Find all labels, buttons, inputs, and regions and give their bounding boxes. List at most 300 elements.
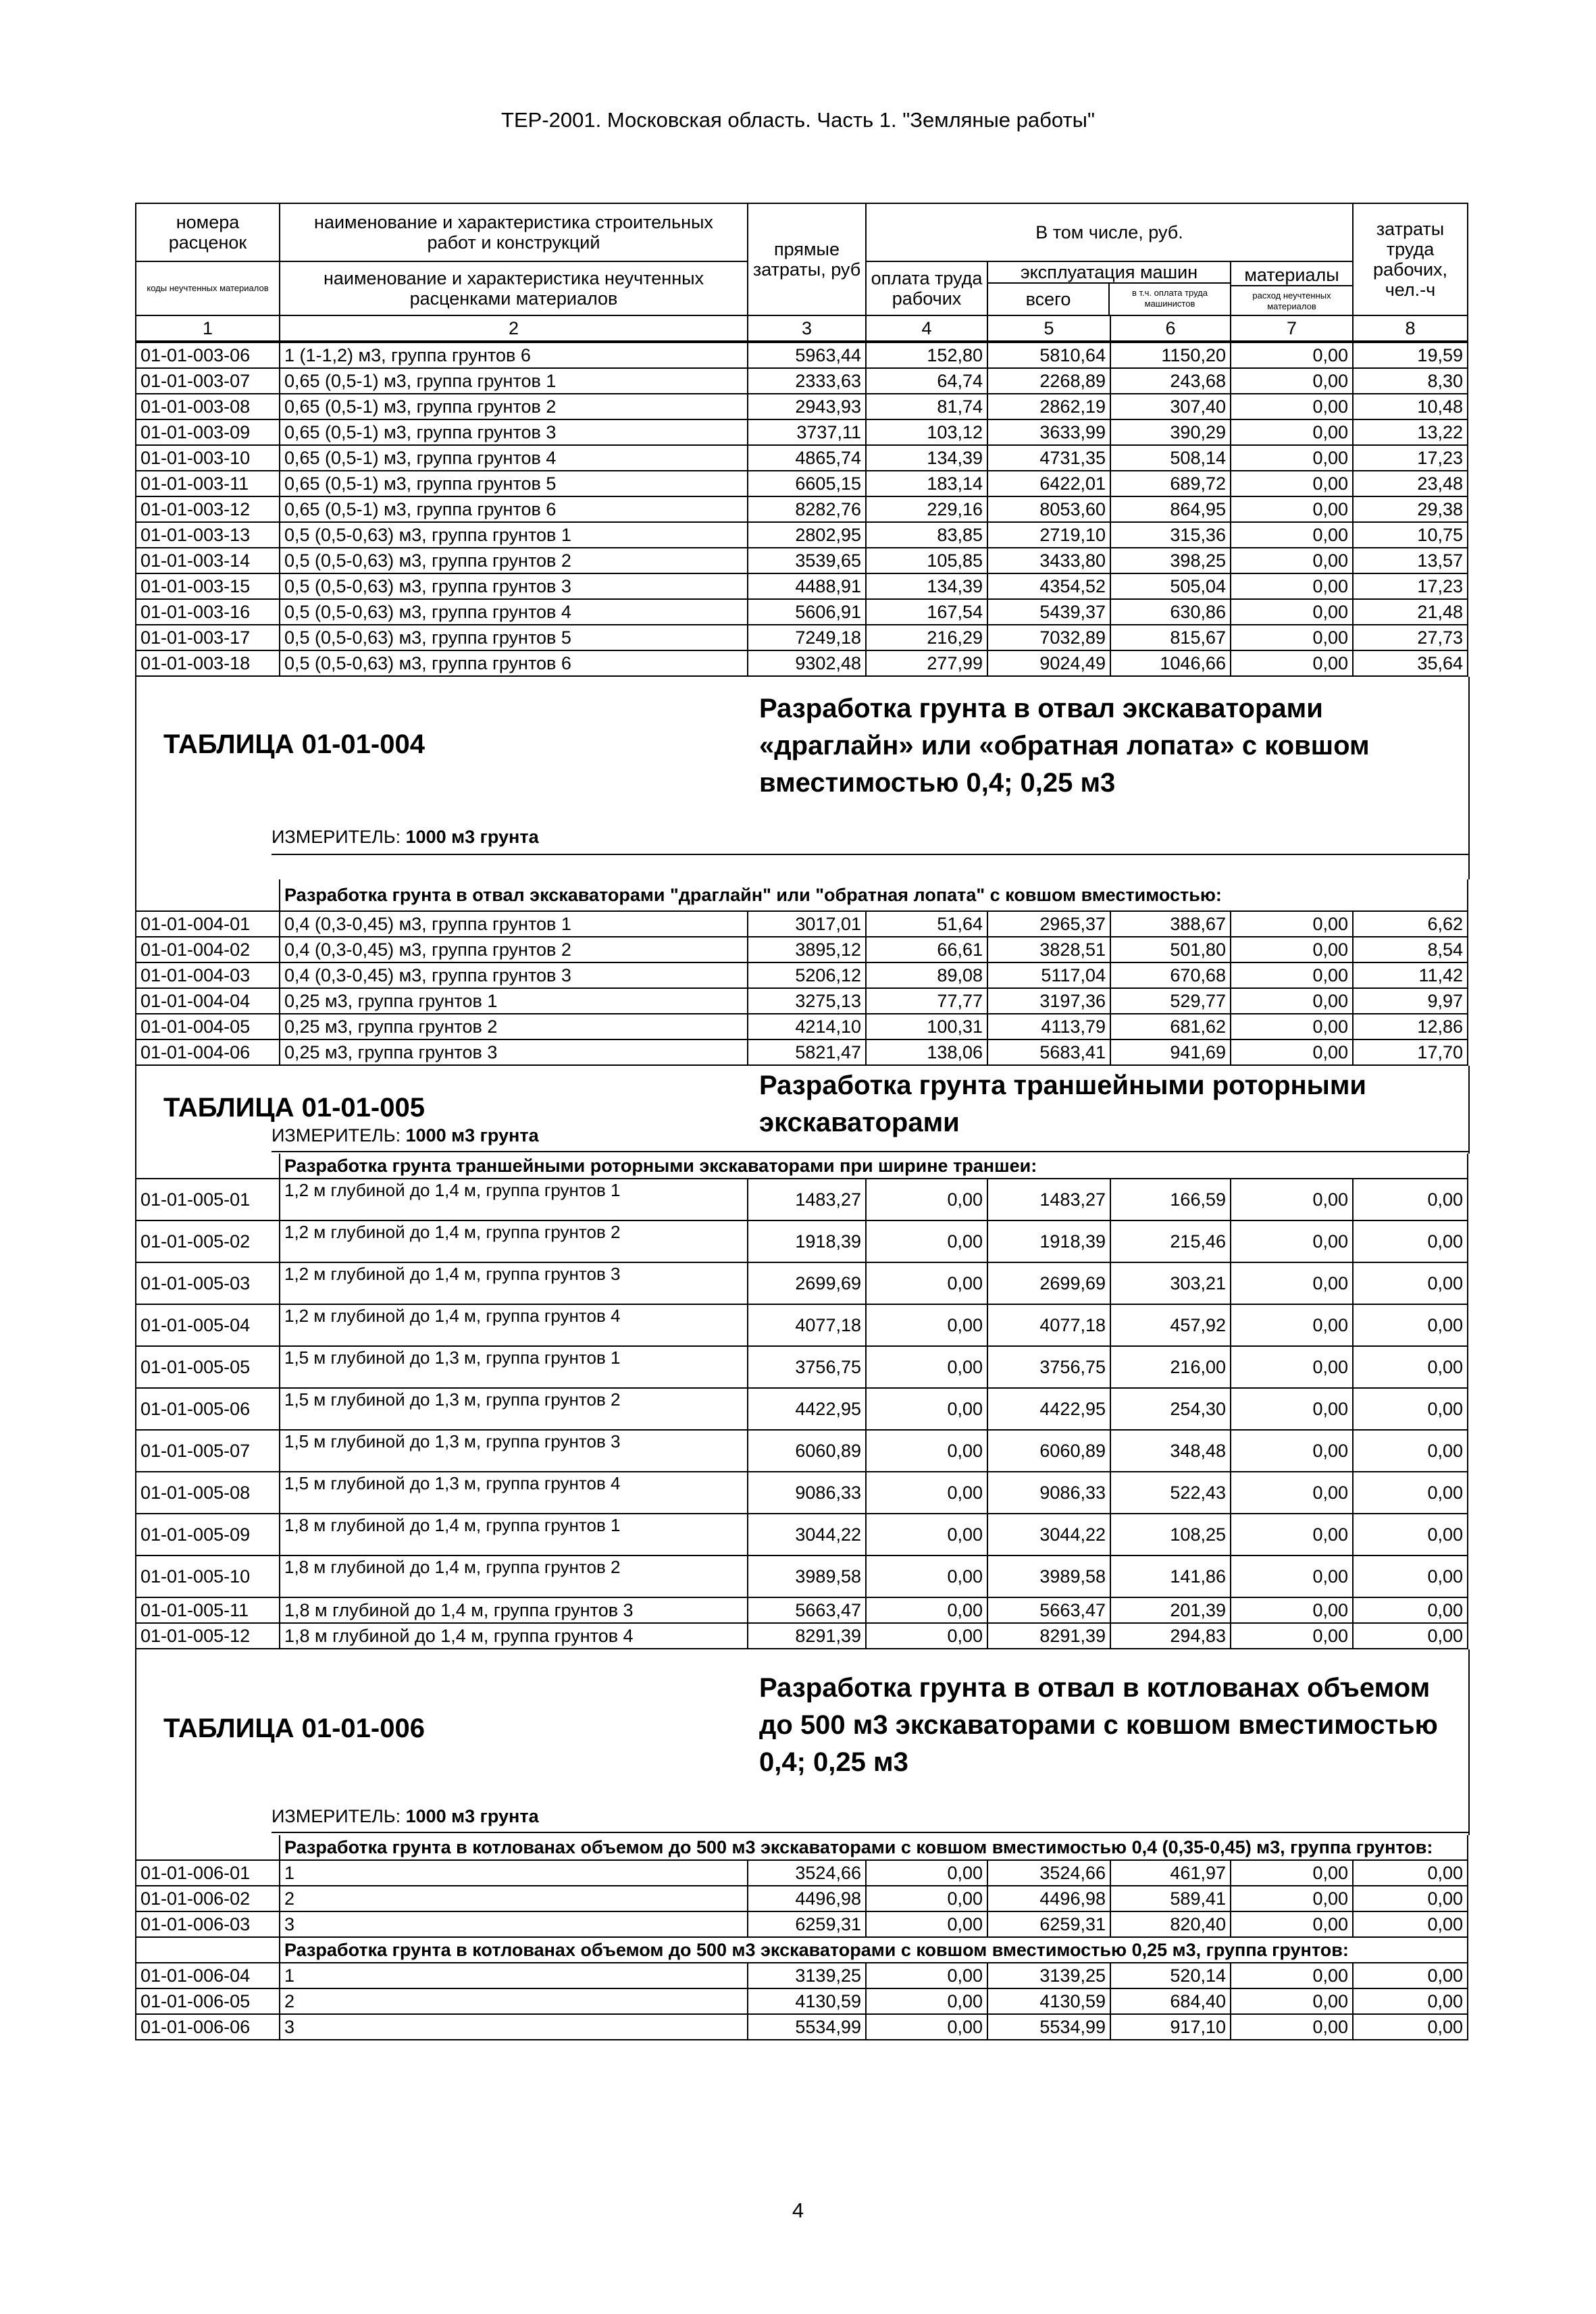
work-description: 0,65 (0,5-1) м3, группа грунтов 3 bbox=[280, 419, 748, 445]
value-cell: 689,72 bbox=[1110, 471, 1231, 496]
value-cell: 6259,31 bbox=[748, 1911, 866, 1937]
value-cell: 0,00 bbox=[1231, 1860, 1353, 1886]
rate-code: 01-01-003-14 bbox=[136, 548, 280, 573]
value-cell: 0,00 bbox=[1353, 1220, 1468, 1262]
work-description: 1,5 м глубиной до 1,3 м, группа грунтов 1 bbox=[280, 1346, 748, 1388]
value-cell: 216,00 bbox=[1110, 1346, 1231, 1388]
value-cell: 81,74 bbox=[866, 394, 987, 419]
value-cell: 4214,10 bbox=[748, 1014, 866, 1039]
table-title: Разработка грунта траншейными роторными экскаваторами bbox=[759, 1071, 1367, 1137]
value-cell: 0,00 bbox=[866, 2014, 987, 2040]
value-cell: 21,48 bbox=[1353, 599, 1468, 625]
rate-code: 01-01-004-04 bbox=[136, 988, 280, 1014]
value-cell: 0,00 bbox=[1353, 1346, 1468, 1388]
value-cell: 5534,99 bbox=[748, 2014, 866, 2040]
value-cell: 1046,66 bbox=[1110, 650, 1231, 676]
column-header bbox=[135, 203, 1468, 342]
value-cell: 0,00 bbox=[866, 1886, 987, 1911]
value-cell: 3633,99 bbox=[987, 419, 1110, 445]
value-cell: 138,06 bbox=[866, 1039, 987, 1065]
table-row bbox=[136, 1346, 1468, 1388]
value-cell: 183,14 bbox=[866, 471, 987, 496]
value-cell: 520,14 bbox=[1110, 1963, 1231, 1988]
rate-code: 01-01-004-02 bbox=[136, 937, 280, 962]
column-index: 8 bbox=[1353, 315, 1468, 341]
value-cell: 0,00 bbox=[1231, 1555, 1353, 1597]
value-cell: 2802,95 bbox=[748, 522, 866, 548]
value-cell: 0,00 bbox=[1353, 1514, 1468, 1555]
value-cell: 0,00 bbox=[1353, 1179, 1468, 1220]
value-cell: 77,77 bbox=[866, 988, 987, 1014]
table-row bbox=[136, 1514, 1468, 1555]
rate-code: 01-01-005-02 bbox=[136, 1220, 280, 1262]
value-cell: 3044,22 bbox=[987, 1514, 1110, 1555]
value-cell: 5534,99 bbox=[987, 2014, 1110, 2040]
work-description: 0,5 (0,5-0,63) м3, группа грунтов 5 bbox=[280, 625, 748, 650]
value-cell: 398,25 bbox=[1110, 548, 1231, 573]
value-cell: 8,30 bbox=[1353, 368, 1468, 394]
value-cell: 134,39 bbox=[866, 445, 987, 471]
rate-code: 01-01-005-07 bbox=[136, 1430, 280, 1472]
value-cell: 0,00 bbox=[1353, 1304, 1468, 1346]
work-description: 0,5 (0,5-0,63) м3, группа грунтов 1 bbox=[280, 522, 748, 548]
value-cell: 64,74 bbox=[866, 368, 987, 394]
price-sheet bbox=[135, 203, 1467, 2040]
section-01-01-004 bbox=[135, 677, 1470, 879]
rate-code: 01-01-005-04 bbox=[136, 1304, 280, 1346]
table-row bbox=[136, 1262, 1468, 1304]
rate-code: 01-01-003-11 bbox=[136, 471, 280, 496]
value-cell: 0,00 bbox=[1353, 1430, 1468, 1472]
column-index: 4 bbox=[866, 315, 987, 341]
value-cell: 0,00 bbox=[1231, 937, 1353, 962]
value-cell: 0,00 bbox=[1231, 496, 1353, 522]
value-cell: 0,00 bbox=[1353, 1555, 1468, 1597]
table-row bbox=[136, 573, 1468, 599]
value-cell: 66,61 bbox=[866, 937, 987, 962]
work-description: 0,25 м3, группа грунтов 1 bbox=[280, 988, 748, 1014]
table-name: ТАБЛИЦА 01-01-004 bbox=[163, 729, 425, 759]
work-description: 0,65 (0,5-1) м3, группа грунтов 4 bbox=[280, 445, 748, 471]
work-description: 3 bbox=[280, 2014, 748, 2040]
value-cell: 0,00 bbox=[1231, 911, 1353, 937]
value-cell: 0,00 bbox=[1353, 1860, 1468, 1886]
table-row bbox=[136, 1911, 1468, 1937]
value-cell: 152,80 bbox=[866, 342, 987, 368]
table-01-01-006-b bbox=[135, 1962, 1468, 2040]
table-row bbox=[136, 1886, 1468, 1911]
col1-sub: коды неучтенных материалов bbox=[136, 261, 280, 315]
value-cell: 815,67 bbox=[1110, 625, 1231, 650]
table-row bbox=[136, 471, 1468, 496]
value-cell: 0,00 bbox=[1353, 1911, 1468, 1937]
value-cell: 19,59 bbox=[1353, 342, 1468, 368]
value-cell: 501,80 bbox=[1110, 937, 1231, 962]
rate-code: 01-01-005-09 bbox=[136, 1514, 280, 1555]
table-name: ТАБЛИЦА 01-01-005 bbox=[163, 1093, 425, 1123]
value-cell: 0,00 bbox=[1231, 1911, 1353, 1937]
value-cell: 10,75 bbox=[1353, 522, 1468, 548]
machines-head: эксплуатация машин всего в т.ч. оплата труда машинистов bbox=[987, 261, 1231, 315]
work-description: 1,8 м глубиной до 1,4 м, группа грунтов 4 bbox=[280, 1623, 748, 1649]
value-cell: 141,86 bbox=[1110, 1555, 1231, 1597]
value-cell: 4488,91 bbox=[748, 573, 866, 599]
rate-code: 01-01-005-01 bbox=[136, 1179, 280, 1220]
value-cell: 4130,59 bbox=[748, 1988, 866, 2014]
rate-code: 01-01-005-05 bbox=[136, 1346, 280, 1388]
value-cell: 529,77 bbox=[1110, 988, 1231, 1014]
col1-head: номера расценок bbox=[136, 203, 280, 261]
work-description: 0,5 (0,5-0,63) м3, группа грунтов 6 bbox=[280, 650, 748, 676]
table-01-01-004 bbox=[135, 910, 1468, 1066]
value-cell: 5683,41 bbox=[987, 1039, 1110, 1065]
value-cell: 5117,04 bbox=[987, 962, 1110, 988]
table-row bbox=[136, 368, 1468, 394]
value-cell: 303,21 bbox=[1110, 1262, 1231, 1304]
value-cell: 89,08 bbox=[866, 962, 987, 988]
value-cell: 4731,35 bbox=[987, 445, 1110, 471]
value-cell: 3275,13 bbox=[748, 988, 866, 1014]
value-cell: 0,00 bbox=[1231, 1262, 1353, 1304]
column-index: 6 bbox=[1110, 315, 1231, 341]
table-row bbox=[136, 496, 1468, 522]
value-cell: 5206,12 bbox=[748, 962, 866, 988]
value-cell: 0,00 bbox=[1231, 573, 1353, 599]
value-cell: 4865,74 bbox=[748, 445, 866, 471]
table-name: ТАБЛИЦА 01-01-006 bbox=[163, 1714, 425, 1743]
value-cell: 6060,89 bbox=[748, 1430, 866, 1472]
value-cell: 0,00 bbox=[1231, 1472, 1353, 1514]
value-cell: 6422,01 bbox=[987, 471, 1110, 496]
value-cell: 0,00 bbox=[1231, 419, 1353, 445]
value-cell: 5810,64 bbox=[987, 342, 1110, 368]
value-cell: 6,62 bbox=[1353, 911, 1468, 937]
column-index: 7 bbox=[1231, 315, 1353, 341]
table-row bbox=[136, 911, 1468, 937]
value-cell: 9302,48 bbox=[748, 650, 866, 676]
work-description: 0,4 (0,3-0,45) м3, группа грунтов 2 bbox=[280, 937, 748, 962]
rate-code: 01-01-003-18 bbox=[136, 650, 280, 676]
rate-code: 01-01-005-06 bbox=[136, 1388, 280, 1430]
work-description: 1,5 м глубиной до 1,3 м, группа грунтов 4 bbox=[280, 1472, 748, 1514]
work-description: 0,65 (0,5-1) м3, группа грунтов 1 bbox=[280, 368, 748, 394]
value-cell: 216,29 bbox=[866, 625, 987, 650]
value-cell: 0,00 bbox=[866, 1514, 987, 1555]
rate-code: 01-01-006-06 bbox=[136, 2014, 280, 2040]
value-cell: 4077,18 bbox=[987, 1304, 1110, 1346]
value-cell: 3524,66 bbox=[987, 1860, 1110, 1886]
value-cell: 167,54 bbox=[866, 599, 987, 625]
value-cell: 0,00 bbox=[866, 1472, 987, 1514]
table-row bbox=[136, 1388, 1468, 1430]
value-cell: 3828,51 bbox=[987, 937, 1110, 962]
value-cell: 0,00 bbox=[866, 1388, 987, 1430]
table-01-01-003 bbox=[135, 342, 1468, 677]
value-cell: 3756,75 bbox=[987, 1346, 1110, 1388]
table-row bbox=[136, 988, 1468, 1014]
value-cell: 8,54 bbox=[1353, 937, 1468, 962]
work-description: 1,8 м глубиной до 1,4 м, группа грунтов 3 bbox=[280, 1597, 748, 1623]
table-row bbox=[136, 2014, 1468, 2040]
work-description: 1,5 м глубиной до 1,3 м, группа грунтов 2 bbox=[280, 1388, 748, 1430]
value-cell: 17,70 bbox=[1353, 1039, 1468, 1065]
subtitle-004: Разработка грунта в отвал экскаваторами "драглайн" или "обратная лопата" с ковшом вместимостью: bbox=[135, 879, 1468, 910]
work-description: 2 bbox=[280, 1988, 748, 2014]
value-cell: 0,00 bbox=[1231, 962, 1353, 988]
value-cell: 0,00 bbox=[1231, 1886, 1353, 1911]
value-cell: 0,00 bbox=[1231, 1597, 1353, 1623]
work-description: 1,2 м глубиной до 1,4 м, группа грунтов 4 bbox=[280, 1304, 748, 1346]
value-cell: 0,00 bbox=[866, 1555, 987, 1597]
value-cell: 5821,47 bbox=[748, 1039, 866, 1065]
value-cell: 2699,69 bbox=[987, 1262, 1110, 1304]
column-index: 3 bbox=[748, 315, 866, 341]
rate-code: 01-01-005-11 bbox=[136, 1597, 280, 1623]
value-cell: 4130,59 bbox=[987, 1988, 1110, 2014]
value-cell: 7032,89 bbox=[987, 625, 1110, 650]
rate-code: 01-01-006-02 bbox=[136, 1886, 280, 1911]
table-row bbox=[136, 342, 1468, 368]
table-row bbox=[136, 1597, 1468, 1623]
value-cell: 0,00 bbox=[1231, 445, 1353, 471]
work-description: 1,5 м глубиной до 1,3 м, группа грунтов 3 bbox=[280, 1430, 748, 1472]
value-cell: 5963,44 bbox=[748, 342, 866, 368]
value-cell: 0,00 bbox=[1231, 1988, 1353, 2014]
value-cell: 505,04 bbox=[1110, 573, 1231, 599]
rate-code: 01-01-003-10 bbox=[136, 445, 280, 471]
section-01-01-006 bbox=[135, 1649, 1470, 1835]
subtitle-005: Разработка грунта траншейными роторными экскаваторами при ширине траншеи: bbox=[135, 1154, 1468, 1178]
value-cell: 0,00 bbox=[1231, 368, 1353, 394]
value-cell: 17,23 bbox=[1353, 445, 1468, 471]
value-cell: 0,00 bbox=[1231, 1514, 1353, 1555]
table-row bbox=[136, 599, 1468, 625]
value-cell: 0,00 bbox=[1231, 625, 1353, 650]
value-cell: 5663,47 bbox=[987, 1597, 1110, 1623]
rate-code: 01-01-004-05 bbox=[136, 1014, 280, 1039]
value-cell: 166,59 bbox=[1110, 1179, 1231, 1220]
value-cell: 243,68 bbox=[1110, 368, 1231, 394]
value-cell: 820,40 bbox=[1110, 1911, 1231, 1937]
value-cell: 0,00 bbox=[866, 1597, 987, 1623]
value-cell: 6259,31 bbox=[987, 1911, 1110, 1937]
value-cell: 917,10 bbox=[1110, 2014, 1231, 2040]
section-01-01-005 bbox=[135, 1066, 1470, 1154]
table-row bbox=[136, 419, 1468, 445]
value-cell: 11,42 bbox=[1353, 962, 1468, 988]
rate-code: 01-01-004-01 bbox=[136, 911, 280, 937]
work-description: 1,2 м глубиной до 1,4 м, группа грунтов 2 bbox=[280, 1220, 748, 1262]
rate-code: 01-01-004-06 bbox=[136, 1039, 280, 1065]
value-cell: 0,00 bbox=[866, 1220, 987, 1262]
value-cell: 215,46 bbox=[1110, 1220, 1231, 1262]
value-cell: 8291,39 bbox=[987, 1623, 1110, 1649]
value-cell: 4496,98 bbox=[987, 1886, 1110, 1911]
table-row bbox=[136, 937, 1468, 962]
table-row bbox=[136, 548, 1468, 573]
value-cell: 0,00 bbox=[1353, 1623, 1468, 1649]
value-cell: 0,00 bbox=[1231, 1039, 1353, 1065]
value-cell: 294,83 bbox=[1110, 1623, 1231, 1649]
rate-code: 01-01-003-15 bbox=[136, 573, 280, 599]
value-cell: 27,73 bbox=[1353, 625, 1468, 650]
table-row bbox=[136, 962, 1468, 988]
table-row bbox=[136, 445, 1468, 471]
value-cell: 3017,01 bbox=[748, 911, 866, 937]
value-cell: 0,00 bbox=[866, 1430, 987, 1472]
value-cell: 941,69 bbox=[1110, 1039, 1231, 1065]
table-row bbox=[136, 1179, 1468, 1220]
work-description: 1,8 м глубиной до 1,4 м, группа грунтов 2 bbox=[280, 1555, 748, 1597]
work-description: 0,65 (0,5-1) м3, группа грунтов 2 bbox=[280, 394, 748, 419]
value-cell: 3989,58 bbox=[748, 1555, 866, 1597]
value-cell: 8053,60 bbox=[987, 496, 1110, 522]
value-cell: 1918,39 bbox=[748, 1220, 866, 1262]
value-cell: 229,16 bbox=[866, 496, 987, 522]
value-cell: 2965,37 bbox=[987, 911, 1110, 937]
value-cell: 0,00 bbox=[1231, 522, 1353, 548]
rate-code: 01-01-003-06 bbox=[136, 342, 280, 368]
value-cell: 0,00 bbox=[1231, 599, 1353, 625]
table-row bbox=[136, 1963, 1468, 1988]
value-cell: 5663,47 bbox=[748, 1597, 866, 1623]
value-cell: 8291,39 bbox=[748, 1623, 866, 1649]
rate-code: 01-01-005-10 bbox=[136, 1555, 280, 1597]
work-description: 0,25 м3, группа грунтов 2 bbox=[280, 1014, 748, 1039]
table-row bbox=[136, 1623, 1468, 1649]
value-cell: 1918,39 bbox=[987, 1220, 1110, 1262]
table-row bbox=[136, 1555, 1468, 1597]
value-cell: 0,00 bbox=[1231, 988, 1353, 1014]
value-cell: 0,00 bbox=[866, 1179, 987, 1220]
value-cell: 35,64 bbox=[1353, 650, 1468, 676]
value-cell: 390,29 bbox=[1110, 419, 1231, 445]
value-cell: 7249,18 bbox=[748, 625, 866, 650]
value-cell: 3756,75 bbox=[748, 1346, 866, 1388]
value-cell: 10,48 bbox=[1353, 394, 1468, 419]
value-cell: 2862,19 bbox=[987, 394, 1110, 419]
rate-code: 01-01-005-08 bbox=[136, 1472, 280, 1514]
value-cell: 0,00 bbox=[1231, 1220, 1353, 1262]
column-index: 5 bbox=[987, 315, 1110, 341]
rate-code: 01-01-003-09 bbox=[136, 419, 280, 445]
value-cell: 0,00 bbox=[1231, 394, 1353, 419]
value-cell: 3433,80 bbox=[987, 548, 1110, 573]
table-row bbox=[136, 650, 1468, 676]
rate-code: 01-01-003-08 bbox=[136, 394, 280, 419]
table-row bbox=[136, 1472, 1468, 1514]
subtitle-006-b: Разработка грунта в котлованах объемом до 500 м3 экскаваторами с ковшом вместимостью 0,25 м3, группа грунтов: bbox=[135, 1938, 1468, 1962]
value-cell: 2333,63 bbox=[748, 368, 866, 394]
value-cell: 0,00 bbox=[1231, 1014, 1353, 1039]
value-cell: 0,00 bbox=[1353, 1886, 1468, 1911]
value-cell: 684,40 bbox=[1110, 1988, 1231, 2014]
value-cell: 3737,11 bbox=[748, 419, 866, 445]
page-header: ТЕР-2001. Московская область. Часть 1. "Земляные работы" bbox=[501, 108, 1095, 132]
column-index: 2 bbox=[280, 315, 748, 341]
value-cell: 3197,36 bbox=[987, 988, 1110, 1014]
work-description: 3 bbox=[280, 1911, 748, 1937]
rate-code: 01-01-005-12 bbox=[136, 1623, 280, 1649]
value-cell: 3539,65 bbox=[748, 548, 866, 573]
value-cell: 4113,79 bbox=[987, 1014, 1110, 1039]
value-cell: 522,43 bbox=[1110, 1472, 1231, 1514]
value-cell: 83,85 bbox=[866, 522, 987, 548]
value-cell: 6060,89 bbox=[987, 1430, 1110, 1472]
value-cell: 0,00 bbox=[866, 1304, 987, 1346]
value-cell: 4422,95 bbox=[748, 1388, 866, 1430]
value-cell: 388,67 bbox=[1110, 911, 1231, 937]
value-cell: 589,41 bbox=[1110, 1886, 1231, 1911]
value-cell: 3895,12 bbox=[748, 937, 866, 962]
work-description: 0,5 (0,5-0,63) м3, группа грунтов 3 bbox=[280, 573, 748, 599]
value-cell: 0,00 bbox=[1353, 1472, 1468, 1514]
value-cell: 5439,37 bbox=[987, 599, 1110, 625]
measure-unit: ИЗМЕРИТЕЛЬ: 1000 м3 грунта bbox=[272, 1125, 539, 1146]
value-cell: 1483,27 bbox=[748, 1179, 866, 1220]
value-cell: 17,23 bbox=[1353, 573, 1468, 599]
value-cell: 0,00 bbox=[1231, 1623, 1353, 1649]
value-cell: 864,95 bbox=[1110, 496, 1231, 522]
col5-head: всего bbox=[988, 284, 1110, 315]
value-cell: 201,39 bbox=[1110, 1597, 1231, 1623]
col8-head: затраты труда рабочих, чел.-ч bbox=[1353, 203, 1468, 315]
value-cell: 13,22 bbox=[1353, 419, 1468, 445]
value-cell: 103,12 bbox=[866, 419, 987, 445]
value-cell: 2719,10 bbox=[987, 522, 1110, 548]
col6-head: в т.ч. оплата труда машинистов bbox=[1131, 288, 1208, 309]
value-cell: 23,48 bbox=[1353, 471, 1468, 496]
rate-code: 01-01-006-05 bbox=[136, 1988, 280, 2014]
rate-code: 01-01-006-01 bbox=[136, 1860, 280, 1886]
col7-head: расход неучтенных материалов bbox=[1252, 290, 1331, 311]
value-cell: 461,97 bbox=[1110, 1860, 1231, 1886]
work-description: 0,65 (0,5-1) м3, группа грунтов 5 bbox=[280, 471, 748, 496]
value-cell: 0,00 bbox=[1231, 1304, 1353, 1346]
rate-code: 01-01-006-04 bbox=[136, 1963, 280, 1988]
value-cell: 6605,15 bbox=[748, 471, 866, 496]
table-row bbox=[136, 1430, 1468, 1472]
table-row bbox=[136, 1014, 1468, 1039]
value-cell: 2699,69 bbox=[748, 1262, 866, 1304]
value-cell: 3989,58 bbox=[987, 1555, 1110, 1597]
value-cell: 0,00 bbox=[866, 1988, 987, 2014]
table-row bbox=[136, 625, 1468, 650]
subtitle-006-a: Разработка грунта в котлованах объемом до 500 м3 экскаваторами с ковшом вместимостью 0,4 (0,35-0,45) м3, группа грунтов: bbox=[135, 1835, 1468, 1859]
value-cell: 0,00 bbox=[866, 1346, 987, 1388]
table-row bbox=[136, 1220, 1468, 1262]
value-cell: 0,00 bbox=[866, 1963, 987, 1988]
value-cell: 0,00 bbox=[1353, 1597, 1468, 1623]
value-cell: 307,40 bbox=[1110, 394, 1231, 419]
value-cell: 315,36 bbox=[1110, 522, 1231, 548]
rate-code: 01-01-003-13 bbox=[136, 522, 280, 548]
work-description: 1 (1-1,2) м3, группа грунтов 6 bbox=[280, 342, 748, 368]
value-cell: 12,86 bbox=[1353, 1014, 1468, 1039]
value-cell: 2943,93 bbox=[748, 394, 866, 419]
col2-sub: наименование и характеристика неучтенных расценками материалов bbox=[280, 261, 748, 315]
value-cell: 254,30 bbox=[1110, 1388, 1231, 1430]
value-cell: 0,00 bbox=[1231, 1963, 1353, 1988]
rate-code: 01-01-003-16 bbox=[136, 599, 280, 625]
rate-code: 01-01-003-12 bbox=[136, 496, 280, 522]
value-cell: 0,00 bbox=[1231, 1430, 1353, 1472]
value-cell: 457,92 bbox=[1110, 1304, 1231, 1346]
measure-unit: ИЗМЕРИТЕЛЬ: 1000 м3 грунта bbox=[272, 1806, 539, 1826]
rate-code: 01-01-003-07 bbox=[136, 368, 280, 394]
value-cell: 105,85 bbox=[866, 548, 987, 573]
value-cell: 0,00 bbox=[1353, 1262, 1468, 1304]
